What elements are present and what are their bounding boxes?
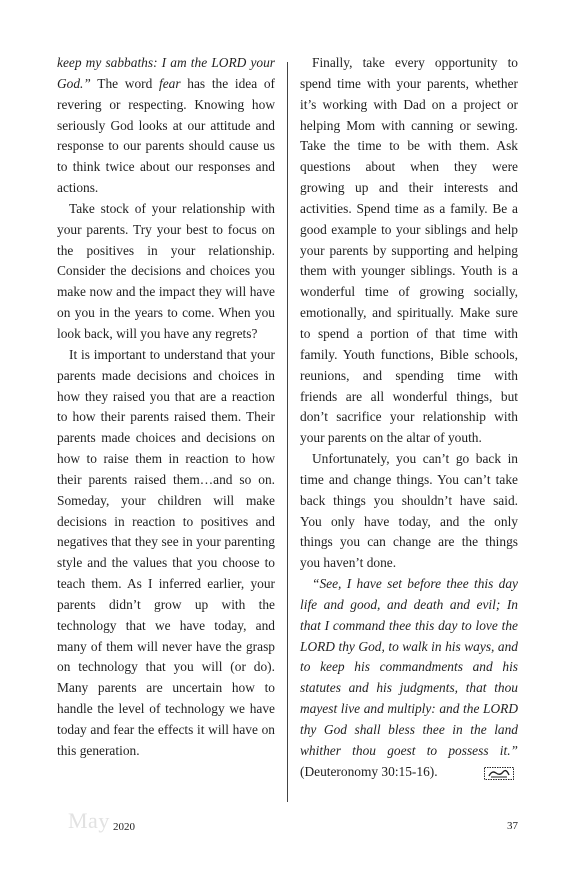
scripture-quote bbox=[300, 574, 518, 782]
paragraph-2: Take stock of your relationship with your parents. Try your best to focus on the positives in your relationship. Consider the decisions and choices you make now and the impact they will have on you in the years to come. When you look back, will you have any regrets? bbox=[57, 200, 275, 341]
paragraph-4: Finally, take every opportunity to spend time with your parents, whether it’s working with Dad on a project or helping Mom with canning or sewing. Take the time to be with them. Ask questions about when they were growing up and their interests and activities. Spend time as a family. Be a good example to your siblings and help your parents by supporting and helping them with younger siblings. Youth is a wonderful time of growing socially, emotionally, and spiritually. Make sure to spend a portion of that time with family. Youth functions, Bible schools, reunions, and spending time with friends are all wonderful things, but don’t sacrifice your relationship with your parents on the altar of youth. bbox=[300, 55, 518, 446]
scripture-quote-text: “See, I have set before thee this day life and good, and death and evil; In that I command thee this day to love the LORD thy God, to walk in his ways, and to keep his commandments and his statutes and his judgments, that thou mayest live and multiply: and the LORD thy God shall bless thee in the land whither thou goest to possess it.” bbox=[300, 576, 518, 758]
end-mark-icon bbox=[472, 766, 502, 779]
emphasized-word: fear bbox=[159, 75, 181, 91]
paragraph-1: keep my sabbaths: I am the LORD your God.” The word fear has the idea of revering or respecting. Knowing how seriously God looks at our attitude and response to our parents should cause us to think twice about our responses and actions. bbox=[57, 55, 275, 196]
left-column bbox=[57, 53, 275, 762]
scripture-citation: (Deuteronomy 30:15-16). bbox=[300, 763, 438, 779]
paragraph-5: Unfortunately, you can’t go back in time and change things. You can’t take back things you shouldn’t have said. You only have today, and the only things you can change are the things you haven’t done. bbox=[300, 451, 518, 571]
paragraph-3: It is important to understand that your parents made decisions and choices in how they raised you that are a reaction to how their parents raised them. Their parents made choices and decisions on how to raise them in reaction to how their parents raised them…and so on. Someday, your children will make decisions in reaction to positives and negatives that they see in your parenting style and the values that you choose to teach them. As I inferred earlier, your parents didn’t grow up with the technology that we have today, and many of them will never have the grasp on technology that you will (or do). Many parents are uncertain how to handle the level of technology we have today and fear the effects it will have on this generation. bbox=[57, 346, 275, 758]
right-column bbox=[300, 53, 518, 783]
page-number: 37 bbox=[507, 820, 518, 832]
scripture-fragment: keep my sabbaths: I am the LORD your God.” bbox=[57, 55, 275, 91]
column-divider bbox=[287, 62, 288, 802]
footer-year: 2020 bbox=[113, 821, 135, 833]
footer-month: May bbox=[68, 808, 110, 833]
